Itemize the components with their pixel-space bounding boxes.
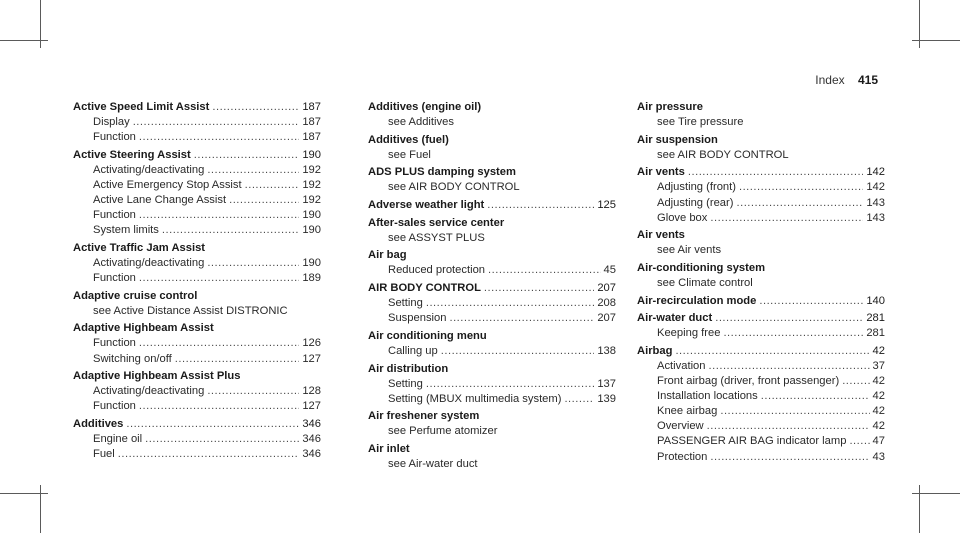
index-subentry-label: see Air-water duct	[388, 458, 478, 471]
index-subentry-label: Calling up	[388, 344, 438, 357]
index-subentry-label: System limits	[93, 224, 159, 237]
index-subentry-page: 143	[866, 211, 885, 224]
index-subentry	[368, 263, 616, 278]
index-subentry	[368, 344, 616, 359]
index-subentry-label: Function	[93, 272, 136, 285]
leader-dots	[118, 447, 300, 462]
index-subentry-label: Setting (MBUX multimedia system)	[388, 392, 562, 405]
index-entry	[73, 148, 321, 163]
leader-dots	[739, 180, 863, 195]
index-subentry-label: Adjusting (front)	[657, 181, 736, 194]
index-subentry	[73, 223, 321, 238]
leader-dots	[675, 344, 869, 359]
index-subentry-page: 45	[603, 264, 616, 277]
leader-dots	[212, 100, 299, 115]
index-entry-label: After-sales service center	[368, 216, 505, 229]
index-entry-label: Adaptive Highbeam Assist	[73, 322, 214, 335]
index-subentry-label: see Tire pressure	[657, 116, 744, 129]
index-subentry	[368, 377, 616, 392]
index-subentry	[637, 389, 885, 404]
index-entry-page: 42	[872, 344, 885, 357]
index-subentry	[368, 180, 616, 195]
index-subentry	[637, 243, 885, 258]
index-entry-label: Air conditioning menu	[368, 329, 487, 342]
index-entry-label: Air inlet	[368, 442, 410, 455]
index-subentry-label: see Additives	[388, 116, 454, 129]
index-subentry-page: 192	[302, 194, 321, 207]
index-entry	[73, 289, 321, 304]
leader-dots	[761, 389, 870, 404]
index-subentry-page: 37	[872, 360, 885, 372]
index-subentry-label: Keeping free	[657, 327, 721, 340]
index-subentry	[637, 196, 885, 211]
index-subentry-label: Fuel	[93, 448, 115, 461]
index-subentry	[73, 399, 321, 414]
leader-dots	[207, 256, 299, 271]
leader-dots	[426, 377, 594, 392]
index-subentry	[637, 276, 885, 291]
index-entry-label: Active Speed Limit Assist	[73, 101, 210, 113]
leader-dots	[488, 263, 601, 278]
index-entry-page: 281	[866, 312, 885, 325]
index-column-2	[368, 100, 616, 472]
index-entry	[73, 241, 321, 256]
index-subentry-page: 190	[302, 209, 321, 222]
index-subentry	[368, 115, 616, 130]
page-title: Index	[815, 73, 845, 87]
index-entry-label: Air distribution	[368, 362, 449, 375]
index-entry	[368, 248, 616, 263]
index-entry-label: Active Traffic Jam Assist	[73, 241, 206, 254]
leader-dots	[564, 392, 594, 407]
index-subentry-page: 42	[872, 405, 885, 418]
index-subentry	[368, 148, 616, 163]
leader-dots	[487, 198, 594, 213]
index-subentry-page: 187	[302, 116, 321, 129]
index-subentry	[73, 208, 321, 223]
index-subentry-page: 192	[302, 163, 321, 176]
index-subentry-page: 189	[302, 272, 321, 285]
leader-dots	[707, 419, 870, 434]
index-entry-page: 207	[597, 282, 616, 295]
index-subentry-page: 127	[302, 400, 321, 413]
leader-dots	[715, 311, 863, 326]
crop-mark	[0, 493, 48, 494]
index-subentry-page: 143	[866, 196, 885, 209]
index-subentry-page: 127	[302, 352, 321, 365]
crop-mark	[912, 493, 960, 494]
index-subentry	[368, 311, 616, 326]
index-subentry-label: Active Lane Change Assist	[93, 194, 227, 207]
index-entry-label: Airbag	[637, 344, 673, 357]
index-subentry-page: 346	[302, 432, 321, 445]
index-subentry-page: 207	[597, 312, 616, 325]
index-subentry-page: 126	[302, 337, 321, 350]
index-subentry-page: 138	[597, 344, 616, 357]
leader-dots	[139, 336, 299, 351]
index-entry-label: Air-recirculation mode	[637, 294, 757, 307]
index-entry	[73, 321, 321, 336]
index-subentry	[73, 193, 321, 208]
index-entry	[637, 261, 885, 276]
index-subentry-page: 47	[872, 435, 885, 448]
index-subentry-label: see AIR BODY CONTROL	[657, 148, 789, 161]
index-subentry	[368, 231, 616, 246]
index-subentry-page: 190	[302, 256, 321, 269]
index-subentry-label: PASSENGER AIR BAG indicator lamp	[657, 435, 847, 448]
leader-dots	[245, 178, 300, 193]
index-subentry-page: 346	[302, 448, 321, 461]
leader-dots	[688, 165, 863, 180]
index-subentry-page: 142	[866, 181, 885, 194]
index-subentry	[73, 432, 321, 447]
index-subentry-page: 42	[872, 375, 885, 388]
index-subentry	[368, 296, 616, 311]
index-column-3	[637, 100, 885, 465]
leader-dots	[849, 434, 869, 449]
index-subentry-label: Setting	[388, 297, 423, 310]
index-entry-label: Additives (fuel)	[368, 133, 449, 146]
index-subentry	[368, 424, 616, 439]
leader-dots	[484, 281, 594, 296]
index-subentry	[637, 419, 885, 434]
index-subentry-page: 139	[597, 392, 616, 405]
index-entry	[73, 369, 321, 384]
index-subentry	[73, 115, 321, 130]
index-subentry-page: 192	[302, 178, 321, 191]
leader-dots	[162, 223, 299, 238]
index-subentry-page: 42	[872, 390, 885, 403]
index-subentry-label: see AIR BODY CONTROL	[388, 181, 520, 194]
index-subentry-label: Engine oil	[93, 432, 143, 445]
index-entry	[637, 100, 885, 115]
index-entry	[637, 133, 885, 148]
index-subentry-label: Activation	[657, 360, 706, 372]
leader-dots	[145, 432, 299, 447]
index-subentry	[368, 457, 616, 472]
index-subentry-label: Reduced protection	[388, 264, 486, 277]
index-subentry	[368, 392, 616, 407]
index-entry-label: Adverse weather light	[368, 199, 485, 212]
leader-dots	[175, 352, 300, 367]
leader-dots	[229, 193, 299, 208]
index-subentry-label: Knee airbag	[657, 405, 718, 418]
leader-dots	[710, 450, 869, 465]
leader-dots	[139, 130, 299, 145]
page-number: 415	[857, 73, 878, 87]
index-column-1	[73, 100, 321, 462]
index-entry-page: 190	[302, 148, 321, 161]
index-subentry-label: Installation locations	[657, 390, 758, 403]
index-subentry	[73, 384, 321, 399]
index-subentry-label: see ASSYST PLUS	[388, 231, 485, 244]
index-subentry	[637, 211, 885, 226]
index-entry-label: AIR BODY CONTROL	[368, 282, 481, 295]
index-subentry-label: Protection	[657, 450, 708, 463]
index-subentry-label: Setting	[388, 377, 423, 390]
leader-dots	[710, 211, 863, 226]
index-subentry	[73, 304, 321, 319]
index-subentry	[637, 434, 885, 449]
index-entry-page: 142	[866, 166, 885, 179]
index-subentry-label: Glove box	[657, 211, 708, 224]
index-entry-page: 346	[302, 417, 321, 430]
index-entry	[368, 100, 616, 115]
index-entry-page: 187	[302, 101, 321, 113]
index-entry	[368, 362, 616, 377]
index-subentry	[637, 374, 885, 389]
index-subentry-label: see Fuel	[388, 148, 431, 161]
index-subentry-page: 187	[302, 131, 321, 144]
index-entry-label: Air pressure	[637, 101, 703, 113]
leader-dots	[449, 311, 594, 326]
index-subentry-label: Suspension	[388, 312, 447, 325]
index-entry	[637, 294, 885, 309]
index-subentry-label: Function	[93, 209, 136, 222]
index-subentry-label: Front airbag (driver, front passenger)	[657, 375, 840, 388]
page-header	[815, 73, 878, 87]
index-subentry	[637, 359, 885, 374]
crop-mark	[912, 40, 960, 41]
index-subentry-label: see Perfume atomizer	[388, 425, 498, 438]
index-subentry-page: 208	[597, 297, 616, 310]
index-entry-label: Air-conditioning system	[637, 261, 766, 274]
leader-dots	[207, 163, 299, 178]
index-subentry-label: Function	[93, 131, 136, 144]
leader-dots	[426, 296, 594, 311]
index-subentry	[73, 178, 321, 193]
index-entry-label: Active Steering Assist	[73, 148, 191, 161]
leader-dots	[139, 271, 299, 286]
index-entry	[368, 409, 616, 424]
index-entry-label: Air suspension	[637, 133, 718, 146]
index-subentry-label: see Climate control	[657, 277, 753, 290]
index-subentry	[637, 180, 885, 195]
index-subentry	[637, 450, 885, 465]
leader-dots	[126, 417, 299, 432]
index-entry-label: Adaptive cruise control	[73, 289, 198, 302]
index-subentry-page: 281	[866, 327, 885, 340]
leader-dots	[759, 294, 863, 309]
index-subentry-label: Function	[93, 337, 136, 350]
leader-dots	[736, 196, 863, 211]
index-subentry	[73, 256, 321, 271]
index-subentry	[73, 447, 321, 462]
index-entry-label: Air bag	[368, 249, 407, 262]
index-entry	[368, 329, 616, 344]
index-subentry	[73, 271, 321, 286]
index-entry	[368, 133, 616, 148]
index-entry-label: Air vents	[637, 229, 685, 242]
index-entry	[368, 165, 616, 180]
leader-dots	[207, 384, 299, 399]
index-subentry	[637, 404, 885, 419]
index-subentry-label: see Active Distance Assist DISTRONIC	[93, 304, 288, 317]
index-entry	[73, 417, 321, 432]
index-subentry-page: 190	[302, 224, 321, 237]
index-entry	[637, 311, 885, 326]
index-entry-label: Air vents	[637, 166, 685, 179]
leader-dots	[723, 326, 863, 341]
leader-dots	[842, 374, 869, 389]
index-entry	[368, 198, 616, 213]
leader-dots	[441, 344, 595, 359]
index-subentry-page: 128	[302, 385, 321, 398]
index-entry-label: ADS PLUS damping system	[368, 166, 516, 179]
index-subentry-label: Activating/deactivating	[93, 385, 205, 398]
index-entry-label: Adaptive Highbeam Assist Plus	[73, 370, 241, 383]
index-subentry	[73, 130, 321, 145]
index-subentry-label: Activating/deactivating	[93, 163, 205, 176]
index-subentry	[637, 326, 885, 341]
index-entry-label: Additives (engine oil)	[368, 101, 482, 113]
leader-dots	[720, 404, 869, 419]
index-subentry-label: Adjusting (rear)	[657, 196, 734, 209]
index-subentry-page: 42	[872, 420, 885, 433]
index-entry	[637, 165, 885, 180]
index-subentry-label: Overview	[657, 420, 704, 433]
index-entry-label: Additives	[73, 417, 124, 430]
leader-dots	[139, 208, 299, 223]
index-entry-page: 140	[866, 294, 885, 307]
index-subentry-label: see Air vents	[657, 244, 722, 257]
index-subentry	[637, 148, 885, 163]
index-subentry-page: 43	[872, 450, 885, 463]
leader-dots	[194, 148, 300, 163]
index-entry	[368, 216, 616, 231]
index-subentry-label: Switching on/off	[93, 352, 172, 365]
index-entry-label: Air-water duct	[637, 312, 713, 325]
leader-dots	[139, 399, 299, 414]
index-entry	[368, 281, 616, 296]
index-subentry-label: Display	[93, 116, 130, 129]
index-subentry	[73, 163, 321, 178]
leader-dots	[133, 115, 300, 130]
index-subentry	[73, 336, 321, 351]
index-entry-label: Air freshener system	[368, 410, 480, 423]
index-entry	[637, 228, 885, 243]
index-subentry-label: Active Emergency Stop Assist	[93, 178, 242, 191]
index-entry	[73, 100, 321, 115]
index-entry	[368, 442, 616, 457]
leader-dots	[709, 359, 870, 374]
index-subentry	[73, 352, 321, 367]
index-entry	[637, 344, 885, 359]
index-subentry-label: Function	[93, 400, 136, 413]
crop-mark	[0, 40, 48, 41]
index-subentry-page: 137	[597, 377, 616, 390]
index-entry-page: 125	[597, 199, 616, 212]
index-subentry	[637, 115, 885, 130]
index-subentry-label: Activating/deactivating	[93, 256, 205, 269]
